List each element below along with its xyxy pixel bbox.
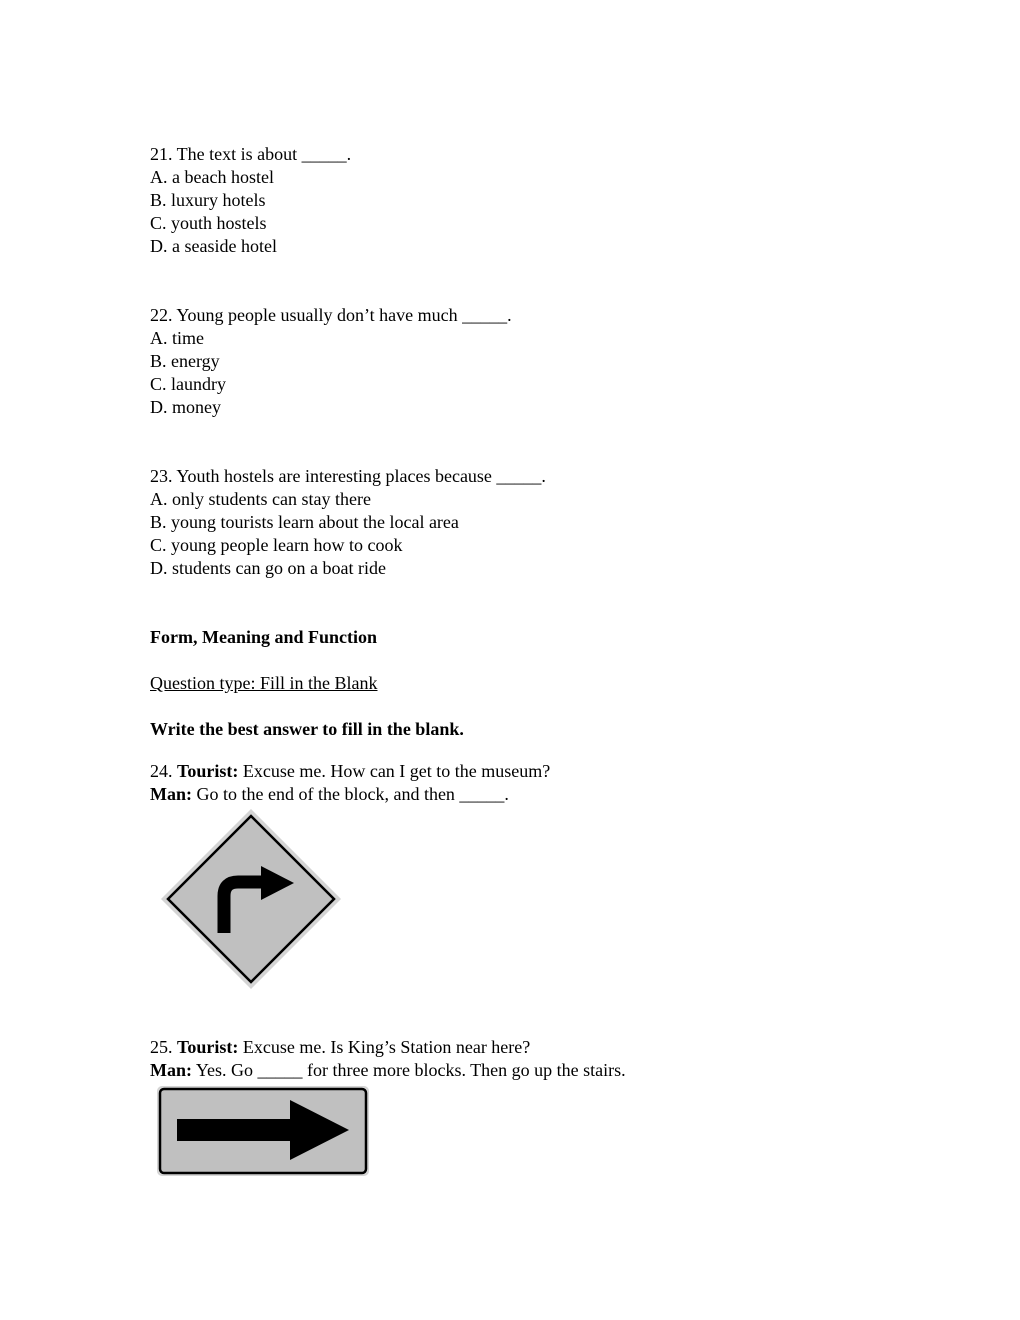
question-22-stem: 22. Young people usually don’t have much _____. (150, 305, 512, 325)
question-21-option-b: B. luxury hotels (150, 190, 266, 210)
dialogue-25-speaker1: Tourist: (177, 1037, 239, 1057)
section-heading: Form, Meaning and Function (150, 627, 378, 647)
dialogue-24-number: 24. (150, 761, 177, 781)
dialogue-24-speaker1: Tourist: (177, 761, 239, 781)
straight-arrow-sign-icon (156, 1085, 370, 1177)
question-23-stem: 23. Youth hostels are interesting places because _____. (150, 466, 546, 486)
dialogue-24-text2: Go to the end of the block, and then _____. (192, 784, 509, 804)
dialogue-25-line2 (150, 1059, 626, 1082)
dialogue-24-speaker2: Man: (150, 784, 192, 804)
question-21-option-a: A. a beach hostel (150, 167, 274, 187)
question-type-label: Question type: Fill in the Blank (150, 673, 378, 693)
question-23-option-d: D. students can go on a boat ride (150, 558, 386, 578)
dialogue-24-text1: Excuse me. How can I get to the museum? (238, 761, 551, 781)
dialogue-25-text2: Yes. Go _____ for three more blocks. Then go up the stairs. (192, 1060, 626, 1080)
dialogue-24-line1 (150, 760, 550, 783)
question-21-option-c: C. youth hostels (150, 213, 267, 233)
question-22-option-c: C. laundry (150, 374, 226, 394)
question-23-option-b: B. young tourists learn about the local area (150, 512, 459, 532)
question-22-option-b: B. energy (150, 351, 220, 371)
question-21-stem: 21. The text is about _____. (150, 144, 352, 164)
question-22-option-a: A. time (150, 328, 204, 348)
dialogue-24-line2 (150, 783, 509, 806)
question-22-option-d: D. money (150, 397, 221, 417)
instruction-text: Write the best answer to fill in the blank. (150, 719, 464, 739)
turn-right-sign-icon (160, 808, 342, 990)
question-23-option-a: A. only students can stay there (150, 489, 371, 509)
question-23-option-c: C. young people learn how to cook (150, 535, 403, 555)
dialogue-25-text1: Excuse me. Is King’s Station near here? (238, 1037, 531, 1057)
dialogue-25-number: 25. (150, 1037, 177, 1057)
dialogue-25-speaker2: Man: (150, 1060, 192, 1080)
question-21-option-d: D. a seaside hotel (150, 236, 277, 256)
dialogue-25-line1 (150, 1036, 530, 1059)
